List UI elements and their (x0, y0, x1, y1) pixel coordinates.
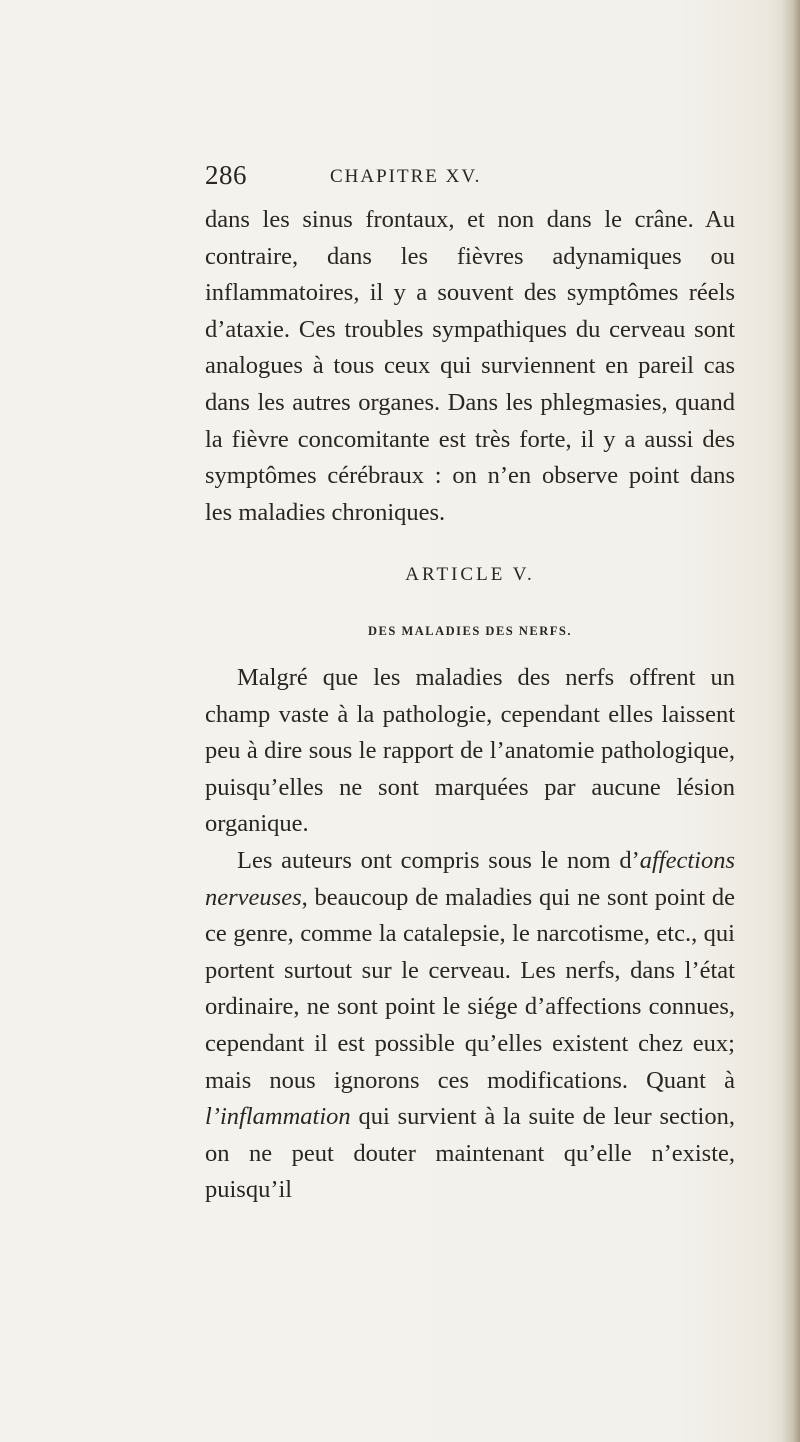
paragraph-3-end: qui survient à la suite de leur section, on ne peut douter maintenant qu’elle n’existe, puisqu’il (205, 1103, 735, 1204)
paragraph-2 (205, 660, 735, 843)
paragraph-3-text (205, 843, 735, 1209)
article-heading: ARTICLE V. (405, 564, 535, 585)
paragraph-3-italic-inflammation: l’inflammation (205, 1103, 351, 1131)
paragraph-1-text: dans les sinus frontaux, et non dans le crâne. Au contraire, dans les fièvres adynamiques ou inflammatoires, il y a souvent des symptômes réels d’ataxie. Ces troubles sympathiques du cerveau sont analogues à tous ceux qui surviennent en pareil cas dans les autres organes. Dans les phlegmasies, quand la fièvre concomitante est très forte, il y a aussi des symptômes cérébraux : on n’en observe point dans les maladies chroniques. (205, 206, 735, 526)
page-edge-shadow (782, 0, 800, 1442)
article-subheading: DES MALADIES DES NERFS. (368, 624, 572, 638)
paragraph-3-italic-affections: affections nerveuses (205, 847, 735, 911)
page-header (205, 160, 725, 200)
paragraph-3-start: Les auteurs ont compris sous le nom d’ (237, 847, 640, 874)
page-number: 286 (205, 160, 247, 190)
paragraph-3-middle: , beaucoup de maladies qui ne sont point de ce genre, comme la catalepsie, le narcotisme, etc., qui portent surtout sur le cerveau. Les nerfs, dans l’état ordinaire, ne sont point le siége d’affections connues, cependant il est possible qu’elles existent chez eux; mais nous ignorons ces modifications. Quant à (205, 883, 735, 1094)
paragraph-3 (205, 843, 735, 1209)
paragraph-2-text: Malgré que les maladies des nerfs offrent un champ vaste à la pathologie, cependant elles laissent peu à dire sous le rapport de l’anatomie pathologique, puisqu’elles ne sont marquées par aucune lésion organique. (205, 664, 735, 838)
paragraph-1 (205, 202, 735, 531)
running-title: CHAPITRE XV. (330, 166, 482, 187)
